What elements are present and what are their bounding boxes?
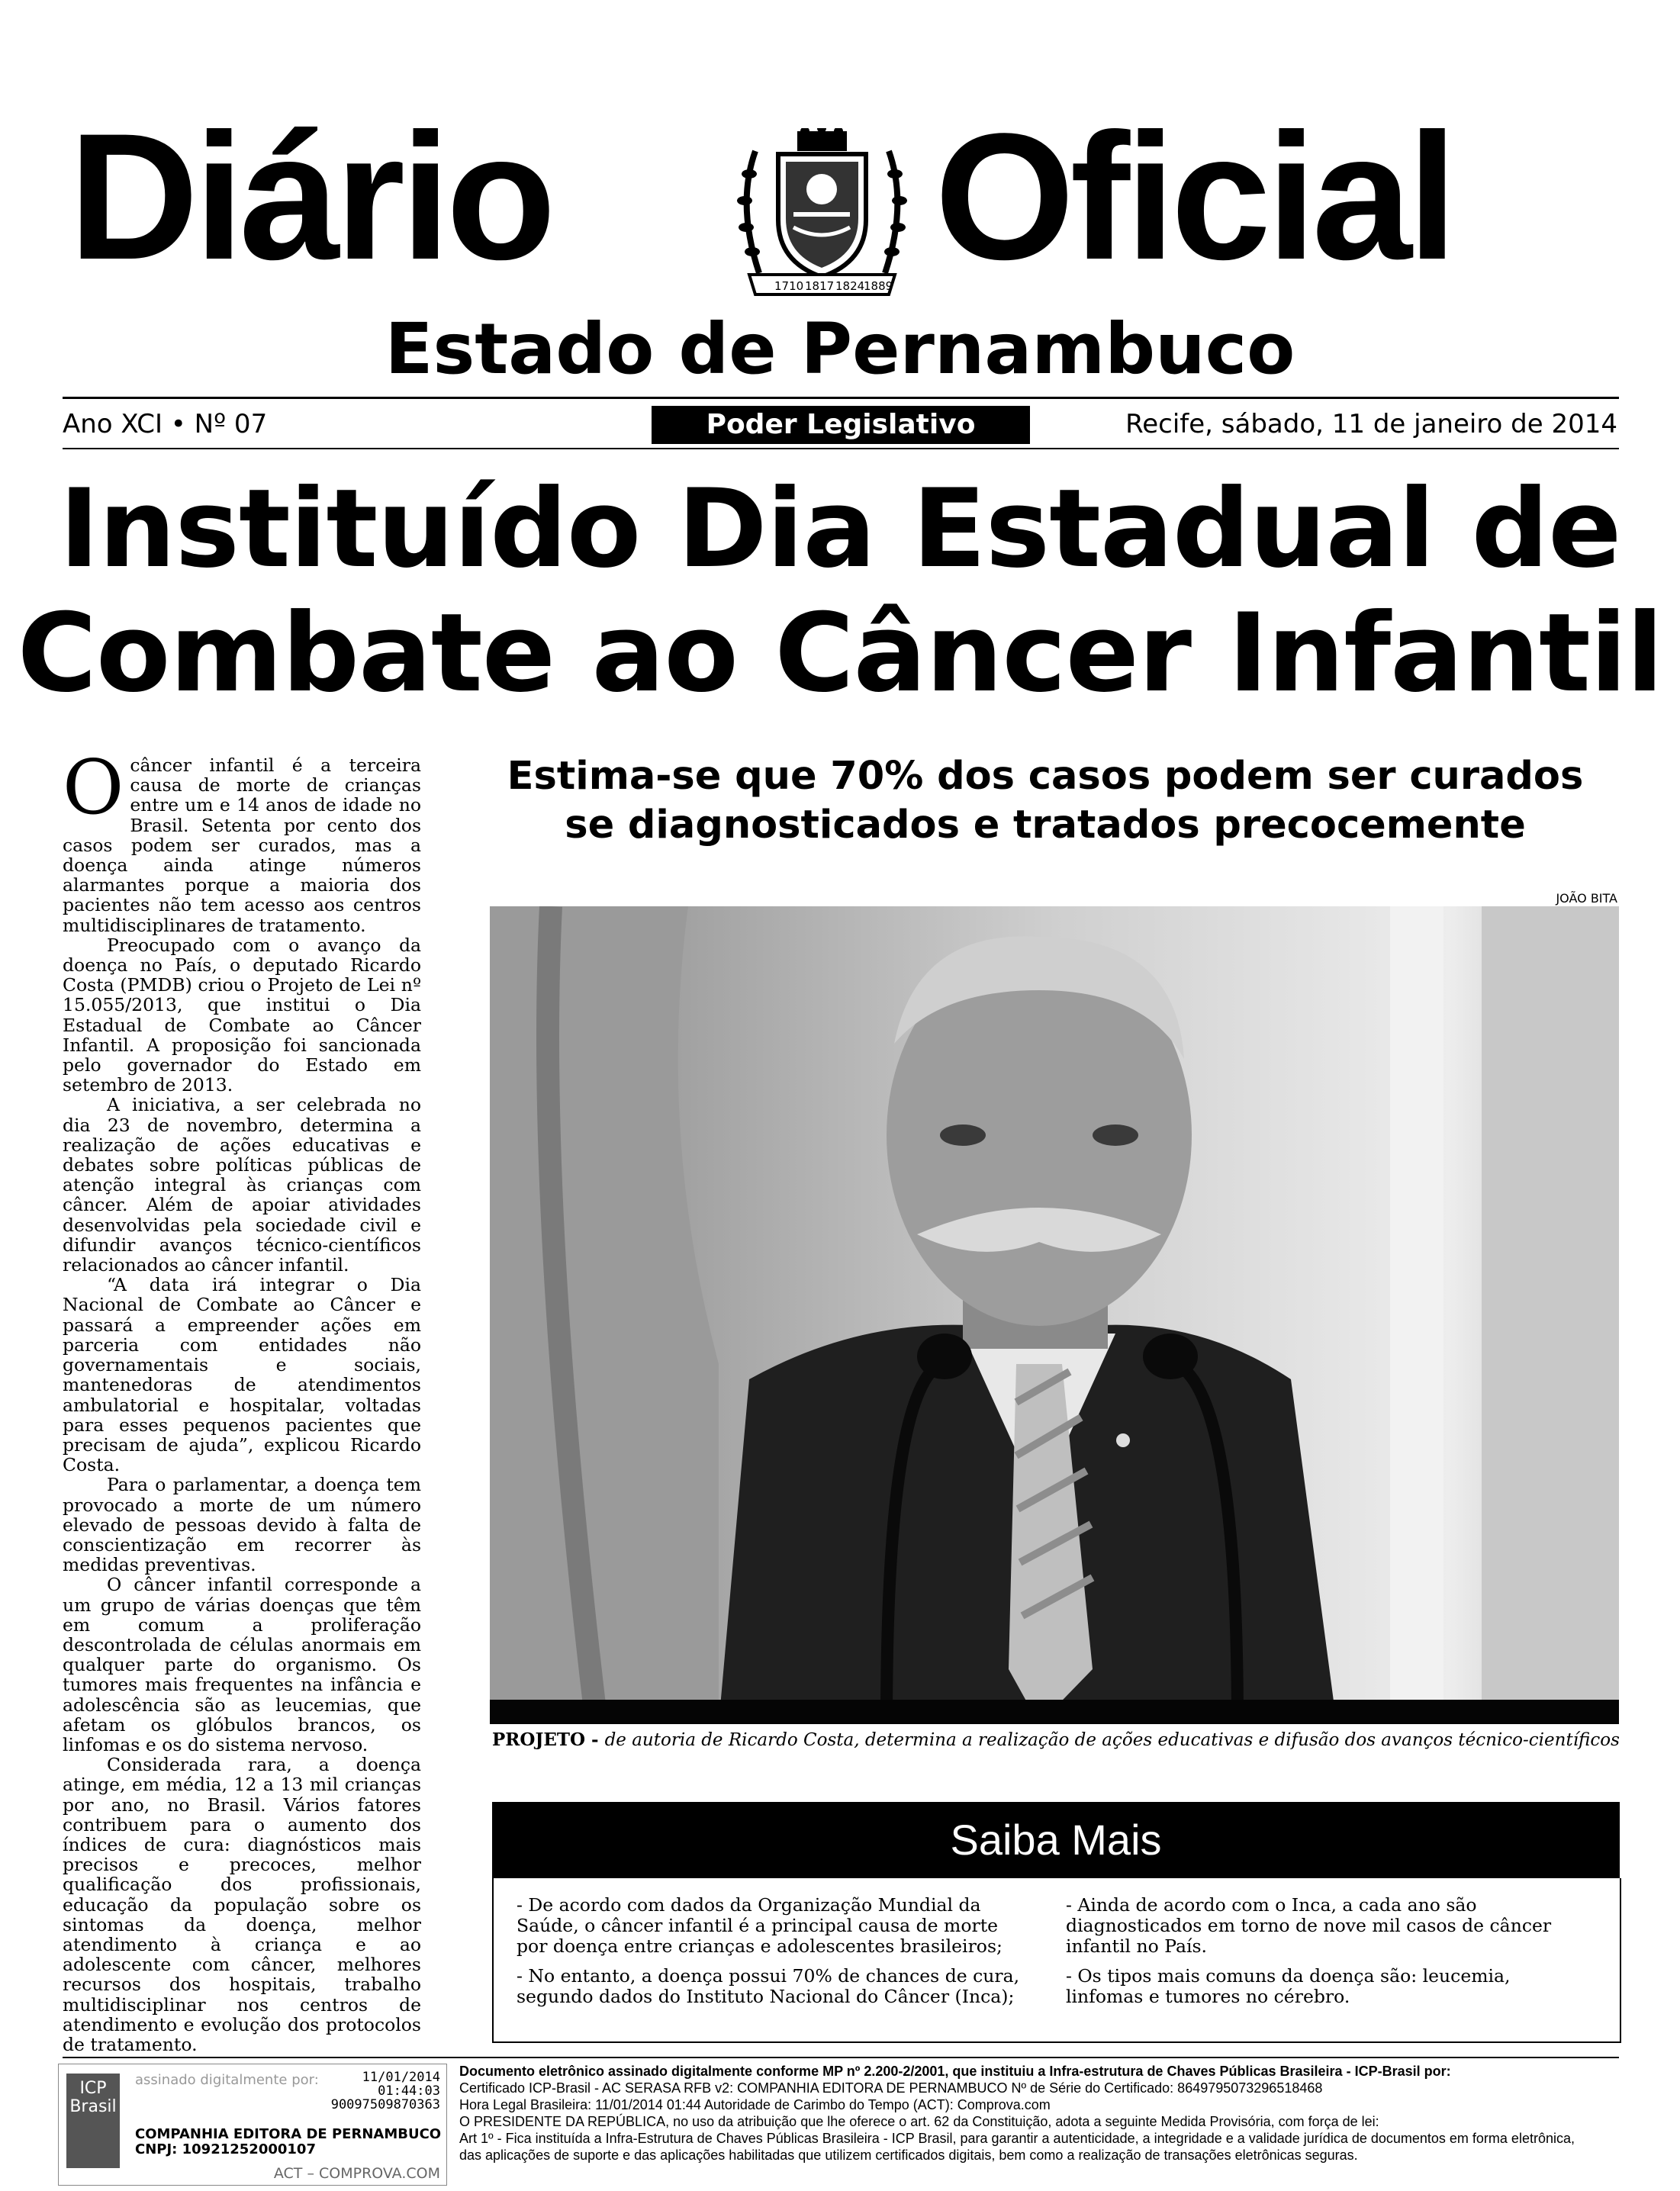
masthead-rule-bottom	[63, 448, 1619, 449]
headline-line-2: Combate ao Câncer Infantil	[17, 590, 1663, 717]
footer-line: Documento eletrônico assinado digitalmente conforme MP nº 2.200-2/2001, que instituiu a Infra-estrutura de Chaves Públicas Brasileira - ICP-Brasil por:	[459, 2064, 1451, 2079]
footer-line: Hora Legal Brasileira: 11/01/2014 01:44 Autoridade de Carimbo do Tempo (ACT): Comprova.com	[459, 2097, 1051, 2112]
saiba-mais-column-1	[517, 1895, 1028, 2016]
footer-line: O PRESIDENTE DA REPÚBLICA, no uso da atribuição que lhe oferece o art. 62 da Constituição, adota a seguinte Medida Provisória, com força de lei:	[459, 2114, 1379, 2129]
deck-line-2: se diagnosticados e tratados precocemente	[565, 803, 1526, 848]
saiba-mais-item: - De acordo com dados da Organização Mundial da Saúde, o câncer infantil é a principal causa de morte por doença entre crianças e adolescentes brasileiros;	[517, 1894, 1003, 1957]
saiba-mais-column-2	[1066, 1895, 1577, 2016]
photo-caption	[492, 1729, 1621, 1752]
masthead-rule-top	[63, 397, 1619, 399]
masthead-subtitle: Estado de Pernambuco	[385, 308, 1295, 390]
signature-company: COMPANHIA EDITORA DE PERNAMBUCO CNPJ: 10921252000107	[135, 2126, 442, 2157]
article-paragraph: Considerada rara, a doença atinge, em média, 12 a 13 mil crianças por ano, no Brasil. Vários fatores contribuem para o aumento dos índices de cura: diagnósticos mais precisos e precoces, melhor qualificação dos profissionais, educação da população sobre os sintomas da doença, melhor atendimento à criança e ao adolescente com câncer, melhores recursos dos hospitais, trabalho multidisciplinar nos centros de atendimento e evolução dos protocolos de tratamento.	[63, 1754, 421, 2055]
caption-text: de autoria de Ricardo Costa, determina a realização de ações educativas e difusão dos avanços técnico-científicos	[604, 1730, 1620, 1750]
article-paragraph: Para o parlamentar, a doença tem provocado a morte de um número elevado de pessoas devido à falta de conscientização em recorrer às medidas preventivas.	[63, 1474, 421, 1576]
footer-line: das aplicações de suporte e das aplicações habilitadas que utilizem certificados digitais, bem como a realização de transações eletrônicas seguras.	[459, 2148, 1358, 2163]
svg-text:1824: 1824	[835, 279, 865, 293]
saiba-mais-item: - No entanto, a doença possui 70% de chances de cura, segundo dados do Instituto Nacional do Câncer (Inca);	[517, 1965, 1020, 2007]
svg-text:1817: 1817	[805, 279, 835, 293]
issue-number: Ano XCI • Nº 07	[63, 409, 268, 439]
saiba-mais-header: Saiba Mais	[492, 1802, 1620, 1878]
footer-legal-text	[459, 2063, 1619, 2164]
photo-credit: JOÃO BITA	[1556, 891, 1617, 906]
signature-timestamp: 11/01/2014 01:44:03 90097509870363	[330, 2070, 440, 2112]
masthead-title-right: Oficial	[935, 96, 1453, 298]
pernambuco-coat-of-arms-icon	[732, 128, 912, 298]
svg-text:1710: 1710	[774, 279, 804, 293]
footer-line: Certificado ICP-Brasil - AC SERASA RFB v2: COMPANHIA EDITORA DE PERNAMBUCO Nº de Série do Certificado: 8649795073296518468	[459, 2080, 1323, 2096]
article-body	[63, 745, 421, 2055]
article-paragraph: “A data irá integrar o Dia Nacional de Combate ao Câncer e passará a empreender ações em parceria com entidades não governamentais e sociais, mantenedoras de atendimentos ambulatorial e hospitalar, voltadas para esses pequenos pacientes que precisam de ajuda”, explicou Ricardo Costa.	[63, 1274, 421, 1476]
headline-line-1: Instituído Dia Estadual de	[59, 466, 1621, 592]
headline	[0, 467, 1680, 716]
masthead-title-left: Diário	[69, 96, 552, 298]
footer-line: Art 1º - Fica instituída a Infra-Estrutura de Chaves Públicas Brasileira - ICP Brasil, para garantir a autenticidade, a integridade e a validade jurídica de documentos em forma eletrônica,	[459, 2131, 1575, 2146]
saiba-mais-item: - Os tipos mais comuns da doença são: leucemia, linfomas e tumores no cérebro.	[1066, 1965, 1511, 2007]
article-paragraph: O câncer infantil é a terceira causa de morte de crianças entre um e 14 anos de idade no Brasil. Setenta por cento dos casos podem ser curados, mas a doença ainda atinge números alarmantes porque a maioria dos pacientes não tem acesso aos centros multidisciplinares de tratamento.	[63, 745, 421, 936]
signature-label: assinado digitalmente por:	[135, 2072, 319, 2088]
icp-brasil-logo-icon: ICP Brasil	[66, 2074, 120, 2168]
deck	[473, 752, 1617, 850]
digital-signature-box	[58, 2064, 447, 2186]
section-badge: Poder Legislativo	[652, 406, 1030, 444]
caption-lead: PROJETO -	[492, 1729, 605, 1750]
deck-line-1: Estima-se que 70% dos casos podem ser curados	[507, 754, 1584, 799]
dropcap: O	[63, 745, 124, 832]
article-paragraph: A iniciativa, a ser celebrada no dia 23 de novembro, determina a realização de ações educativas e debates sobre políticas públicas de atenção integral às crianças com câncer. Além de apoiar atividades desenvolvidas pela sociedade civil e difundir avanços técnico-científicos relacionados ao câncer infantil.	[63, 1094, 421, 1276]
article-photo	[490, 906, 1619, 1724]
svg-text:1889: 1889	[864, 279, 893, 293]
saiba-mais-item: - Ainda de acordo com o Inca, a cada ano são diagnosticados em torno de nove mil casos de câncer infantil no País.	[1066, 1894, 1552, 1957]
signature-act: ACT – COMPROVA.COM	[273, 2165, 440, 2182]
article-paragraph: Preocupado com o avanço da doença no País, o deputado Ricardo Costa (PMDB) criou o Projeto de Lei nº 15.055/2013, que institui o Dia Estadual de Combate ao Câncer Infantil. A proposição foi sancionada pelo governador do Estado em setembro de 2013.	[63, 934, 421, 1096]
dateline: Recife, sábado, 11 de janeiro de 2014	[1125, 409, 1617, 439]
footer-rule	[63, 2057, 1619, 2058]
article-paragraph: O câncer infantil corresponde a um grupo de várias doenças que têm em comum a proliferação descontrolada de células anormais em qualquer parte do organismo. Os tumores mais frequentes na infância e adolescência são as leucemias, que afetam os glóbulos brancos, os linfomas e os do sistema nervoso.	[63, 1574, 421, 1755]
saiba-mais-box	[492, 1878, 1621, 2043]
